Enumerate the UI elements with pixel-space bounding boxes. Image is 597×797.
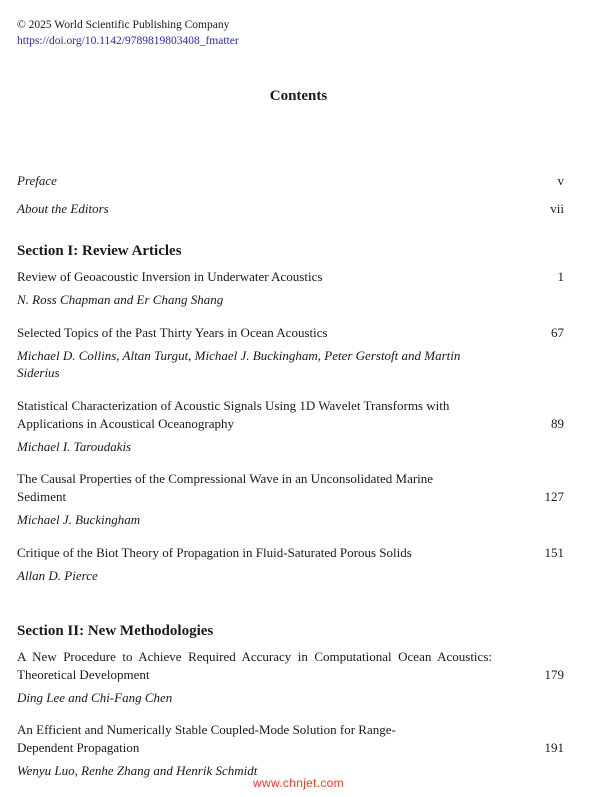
toc-entry-title: Selected Topics of the Past Thirty Years in Ocean Acoustics	[17, 325, 328, 340]
toc-entry[interactable]	[17, 324, 564, 381]
toc-entry[interactable]	[17, 648, 564, 706]
toc-entry[interactable]	[17, 721, 564, 779]
toc-entry[interactable]	[17, 397, 564, 455]
toc-entry-page: 127	[544, 489, 564, 504]
toc-entry-page: 1	[557, 269, 564, 284]
toc-entry-page: vii	[550, 201, 564, 216]
doi-link[interactable]: https://doi.org/10.1142/9789819803408_fmatter	[17, 35, 239, 47]
section-heading: Section II: New Methodologies	[17, 623, 214, 639]
toc-entry-title: Preface	[17, 173, 57, 188]
toc-entry-authors: Ding Lee and Chi-Fang Chen	[17, 690, 173, 705]
toc-entry-authors: Allan D. Pierce	[17, 568, 98, 583]
copyright-notice: © 2025 World Scientific Publishing Company	[17, 19, 230, 31]
toc-entry-authors: Wenyu Luo, Renhe Zhang and Henrik Schmidt	[17, 763, 258, 778]
toc-entry-title: About the Editors	[17, 201, 109, 216]
toc-entry-title: Statistical Characterization of Acoustic Signals Using 1D Wavelet Transforms with Applications in Acoustical Oceanography	[17, 398, 450, 431]
toc-entry-page: 67	[551, 325, 564, 340]
toc-entry-title: Critique of the Biot Theory of Propagation in Fluid-Saturated Porous Solids	[17, 545, 412, 560]
toc-entry[interactable]	[17, 268, 564, 308]
toc-entry-page: 151	[544, 545, 564, 560]
toc-entry-page: v	[557, 173, 564, 188]
toc-entry-title: Review of Geoacoustic Inversion in Underwater Acoustics	[17, 269, 323, 284]
toc-entry[interactable]	[17, 544, 564, 584]
toc-entry-about-editors[interactable]	[17, 201, 564, 217]
toc-entry-title: The Causal Properties of the Compressional Wave in an Unconsolidated Marine Sediment	[17, 471, 434, 504]
toc-entry-page: 89	[551, 416, 564, 431]
toc-entry[interactable]	[17, 470, 564, 528]
toc-entry-title: A New Procedure to Achieve Required Accuracy in Computational Ocean Acoustics: Theoretical Development	[17, 649, 492, 682]
toc-entry-page: 191	[544, 740, 564, 755]
toc-entry-authors: N. Ross Chapman and Er Chang Shang	[17, 292, 224, 307]
watermark: www.chnjet.com	[253, 776, 344, 790]
toc-entry-page: 179	[544, 667, 564, 682]
page-title: Contents	[269, 88, 328, 104]
toc-entry-authors: Michael J. Buckingham	[17, 512, 141, 527]
toc-entry-title: An Efficient and Numerically Stable Coupled-Mode Solution for Range-Dependent Propagation	[17, 722, 396, 755]
toc-entry-preface[interactable]	[17, 173, 564, 189]
section-heading: Section I: Review Articles	[17, 243, 182, 259]
toc-entry-authors: Michael I. Taroudakis	[17, 439, 132, 454]
toc-entry-authors: Michael D. Collins, Altan Turgut, Michael J. Buckingham, Peter Gerstoft and Martin Siderius	[17, 348, 461, 380]
